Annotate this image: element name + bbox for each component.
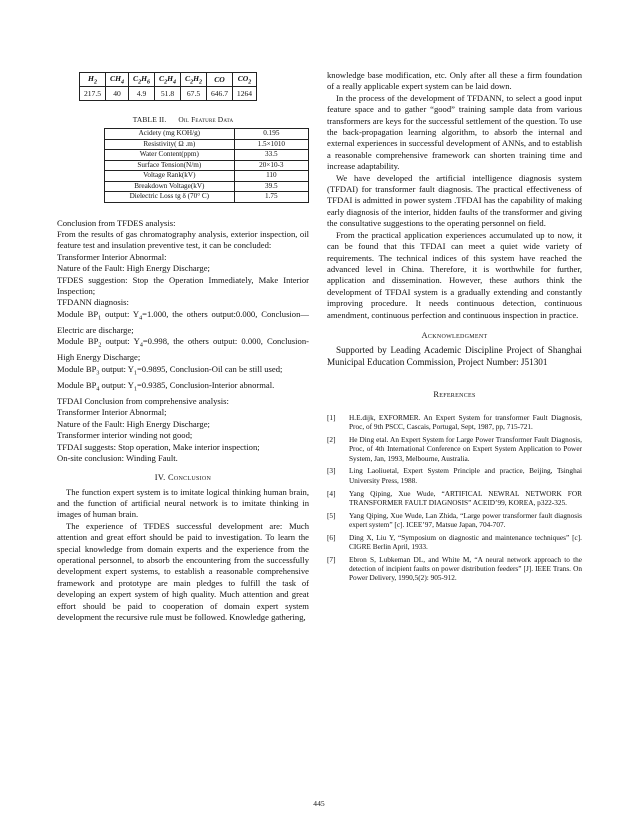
reference-text: He Ding etal. An Expert System for Large Power Transformer Fault Diagnosis, Proc, of 4th International Conference on Expert System Application to Power System, Jan, 1993, Melbourne, Australia. [349,435,582,463]
reference-text: Ebron S, Lubkeman DL, and White M, “A neural network approach to the detection of incipient faults on power distribution feeders” [J]. IEEE Trans. On Power Delivery, 1990,5(2): 905-912. [349,554,582,583]
oil-property-name: Acidety (mg KOH/g) [105,129,235,140]
reference-number: [6] [327,532,336,542]
paragraph-practical: From the practical application experiences accumulated up to now, it can be found that this TFDAI can meet a quiet wide variety of requirements. The technical indices of this system have reached the advanced level in China. Therefore, it is worthwhile for further, application and dissemination. However, these authors think the development of TFDAI system is a gradually extending and constantly improving procedure. It needs continuous detection, continuous amendment, continuous perfection and continuous inspection in practice. [327,229,582,320]
oil-table-row [105,171,309,182]
oil-property-name: Voltage Rank(kV) [105,171,235,182]
page-number: 445 [313,799,325,808]
oil-table-row [105,150,309,161]
transformer-abnormal: Transformer Interior Abnormal: [57,251,167,262]
oil-table-row [105,160,309,171]
oil-table-caption [57,115,309,124]
tfdai-winding: Transformer interior winding not good; [57,430,193,441]
gas-header-ch4: $CH_4$ [106,73,129,87]
gas-header-c2h4: $C_2H_4$ [155,73,181,87]
paragraph-tfdai: We have developed the artificial intelligence diagnosis system (TFDAI) for transformer fault diagnosis. The practical effectiveness of TFDAI is admitted in power system .TFDAI has the capability of making early diagnosis of the interior, hidden faults of the transformer and giving the consultative suggestions to the operating personnel on field. [327,172,582,229]
conclusion-intro: From the results of gas chromatography analysis, exterior inspection, oil feature test and insulation preventive test, it can be concluded: [57,228,309,251]
reference-item [327,489,582,508]
tfdes-suggestion: TFDES suggestion: Stop the Operation Immediately, Make Interior Inspection; [57,274,309,296]
paragraph-continuation: knowledge base modification, etc. Only after all these a firm foundation of a really applicable expert system can be laid down. [327,70,582,92]
oil-property-value: 110 [234,171,308,182]
reference-number: [7] [327,554,336,564]
paragraph-tfdann: In the process of the development of TFDANN, to select a good input feature space and to gather “good” training sample data from various transformers are keys for the successful settlement of the question. To use the back-propagation learning algorithm, to absorb the internal and external experiences in successful development of ANNs, and to establish a reasonable comprehensive framework can shorten training time and increase adaptability. [327,92,582,172]
conclusion-title: Conclusion from TFDES analysis: [57,217,176,228]
reference-item [327,555,582,583]
oil-property-name: Surface Tension(N/m) [105,160,235,171]
oil-table-row [105,181,309,192]
onsite-conclusion: On-site conclusion: Winding Fault. [57,453,178,464]
oil-property-value: 0.195 [234,129,308,140]
oil-feature-table [104,128,309,203]
reference-number: [2] [327,435,336,445]
oil-property-value: 33.5 [234,150,308,161]
oil-property-name: Water Content(ppm) [105,150,235,161]
oil-property-name: Dielectric Loss tg δ (70° C) [105,192,235,203]
reference-item [327,435,582,463]
gas-header-c2h2: $C_2H_2$ [181,73,207,87]
gas-header-co: CO [207,73,233,87]
gas-value: 51.8 [155,87,181,101]
reference-text: Ling Laoliuetal, Expert System Principle and practice, Beijing, Tsinghai University Press, 1988. [349,466,582,485]
right-column [327,70,582,586]
tfdai-conclusion-title: TFDAI Conclusion from comprehensive analysis: [57,396,229,407]
reference-number: [3] [327,466,336,476]
gas-value: 646.7 [207,87,233,101]
references-heading: References [433,389,476,399]
module-bp4-output: Module $BP_4$ output: $Y_1=0.9385$, Conclusion-Interior abnormal. [57,379,275,393]
reference-text: Yang Qiping, Xue Wude, “ARTIFICAL NEWRAL NETWORK FOR TRANSFORMER FAULT DIAGNOSIS” ACEID’99, KOREA, p322-325. [349,488,582,507]
tfdann-diagnosis: TFDANN diagnosis: [57,297,129,308]
tfdai-transformer-abnormal: Transformer Interior Abnormal; [57,407,167,418]
left-column [57,70,309,623]
gas-value: 1264 [233,87,257,101]
oil-property-value: 1.5×1010 [234,139,308,150]
conclusion-paragraph-2: The experience of TFDES successful development are: Much attention and great effort should be paid to investigation. To learn the special knowledge from domain experts and the experience from the operational personnel, to absorb the encountering from the successfully development expert systems, to establish a reasonable comprehensive framework and prototype are main pledges to fulfill the task of developing an expert system of high quality. Much attention and great effort should be paid to cooperation of domain expert system development the recursive rule must be followed. Knowledge gathering, [57,520,309,622]
reference-number: [4] [327,488,336,498]
gas-table-value-row [80,87,257,101]
gas-header-co2: $CO_2$ [233,73,257,87]
gas-header-c2h6: $C_2H_6$ [129,73,155,87]
reference-text: Yang Qiping, Xue Wude, Lan Zhida, “Large power transformer fault diagnosis expert system” [c]. ICEE’97, Matsue Japan, 704-707. [349,510,582,529]
conclusion-paragraph-1: The function expert system is to imitate logical thinking human brain, and the function of artificial neural network is to imitate thinking in images of human brain. [57,486,309,520]
reference-item [327,466,582,485]
oil-table-caption-label: TABLE II. [132,115,167,124]
module-bp2-output: Module $BP_2$ output: $Y_4=0.998$, the others output: 0.000, Conclusion-High Energy Discharge; [57,336,309,363]
oil-table-caption-title: Oil Feature Data [178,115,234,124]
oil-property-value: 20×10-3 [234,160,308,171]
module-bp3-output: Module $BP_3$ output: $Y_1=0.9895$, Conclusion-Oil can be still used; [57,363,283,377]
nature-of-fault: Nature of the Fault: High Energy Discharge; [57,263,210,274]
gas-table [79,72,257,101]
module-bp1-output: Module $BP_1$ output: $Y_4=1.000$, the others output:0.000, Conclusion—Electric are discharge; [57,308,309,335]
gas-value: 40 [106,87,129,101]
oil-property-value: 1.75 [234,192,308,203]
gas-value: 217.5 [80,87,106,101]
oil-property-name: Breakdown Voltage(kV) [105,181,235,192]
oil-table-row [105,129,309,140]
gas-value: 4.9 [129,87,155,101]
reference-number: [1] [327,412,336,422]
acknowledgment-text: Supported by Leading Academic Discipline Project of Shanghai Municipal Education Commission, Project Number: J51301 [327,344,582,367]
gas-header-h2: $H_2$ [80,73,106,87]
reference-text: H.E.dijk, EXFORMER. An Expert System for transformer Fault Diagnosis, Proc, of 9th PSCC, Cascais, Portugal, Sept, 1987, pp, 715-721. [349,412,582,432]
oil-property-name: Resistivity( Ω .m) [105,139,235,150]
reference-number: [5] [327,510,336,520]
oil-property-value: 39.5 [234,181,308,192]
tfdai-suggests: TFDAI suggests: Stop operation, Make interior inspection; [57,441,260,452]
gas-value: 67.5 [181,87,207,101]
reference-item [327,413,582,432]
reference-text: Ding X, Liu Y, “Symposium on diagnostic and maintenance techniques” [c]. CIGRE Berlin April, 1933. [349,532,582,551]
reference-item [327,511,582,530]
references-list [327,413,582,583]
section-heading-conclusion: IV. Conclusion [154,472,212,482]
oil-table-row [105,192,309,203]
acknowledgment-heading: Acknowledgment [421,330,488,340]
reference-item [327,533,582,552]
gas-table-header-row [80,73,257,87]
oil-table-row [105,139,309,150]
tfdai-nature-of-fault: Nature of the Fault: High Energy Discharge; [57,418,210,429]
